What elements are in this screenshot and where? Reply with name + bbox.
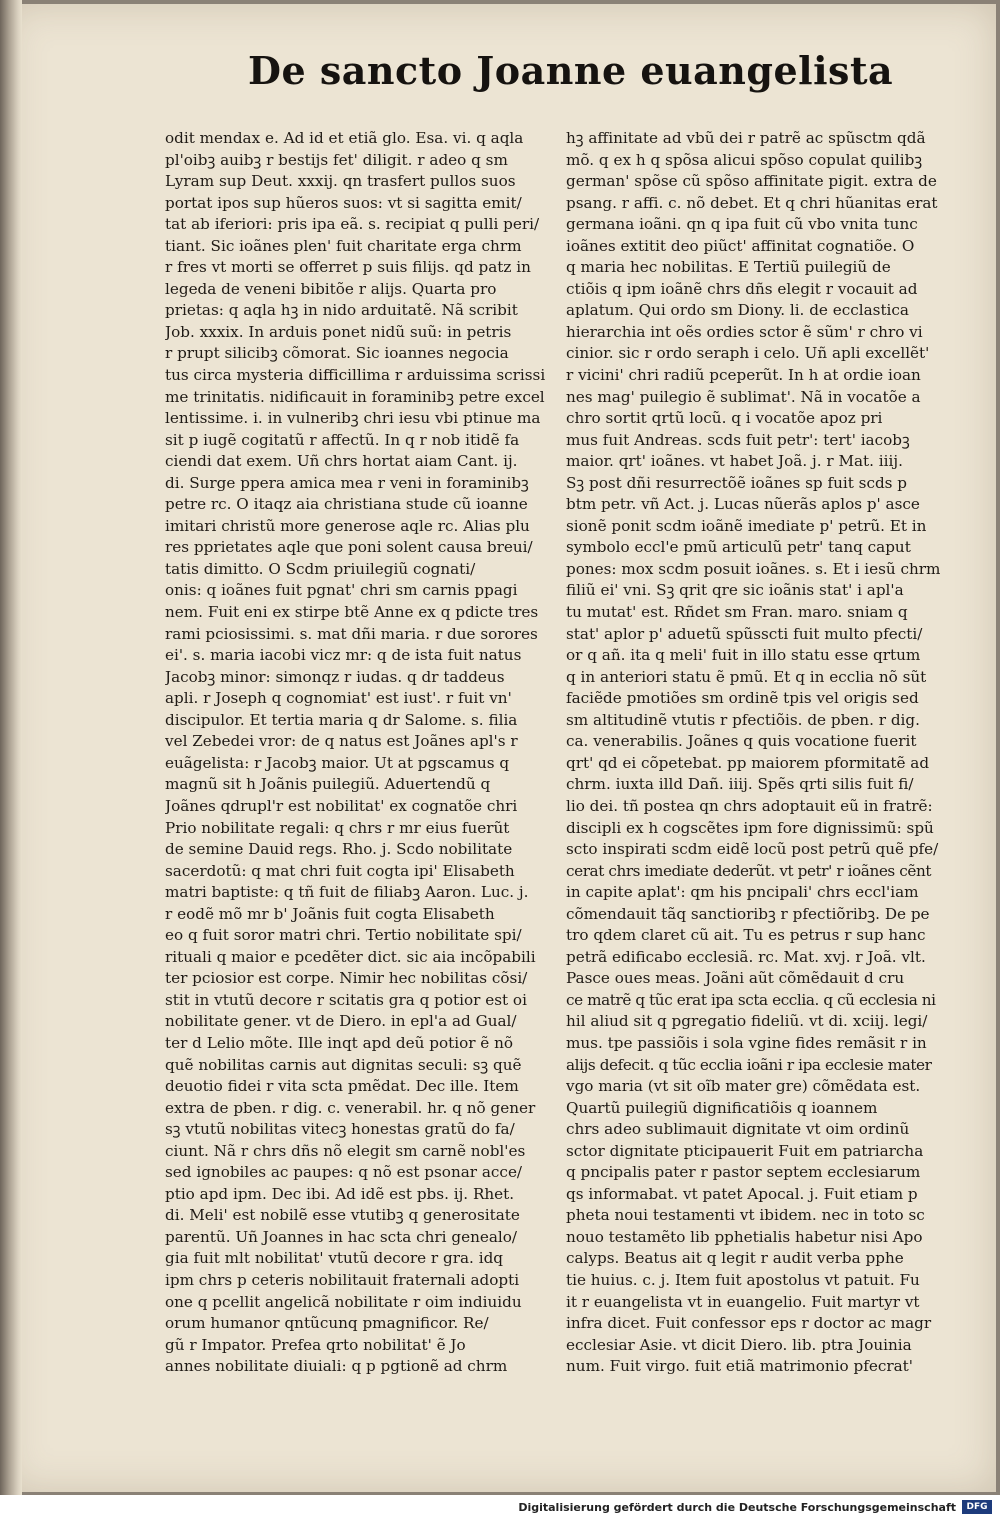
text-line: eo q fuit soror matri chri. Tertio nobilitate spi/ bbox=[165, 926, 522, 945]
text-line: euãgelista: r Jacobꝫ maior. Ut at pgscamus q bbox=[165, 753, 510, 772]
text-line: gũ r Impator. Prefea qrto nobilitat' ẽ Jo bbox=[165, 1335, 466, 1354]
text-line: ciendi dat exem. Uñ chrs hortat aiam Cant. ij. bbox=[165, 452, 518, 471]
text-line: Job. xxxix. In arduis ponet nidũ suũ: in petris bbox=[165, 322, 512, 341]
text-line: it r euangelista vt in euangelio. Fuit martyr vt bbox=[566, 1292, 920, 1311]
text-line: ter pciosior est corpe. Nimir hec nobilitas cõsi/ bbox=[165, 969, 528, 988]
text-line: rami pciosissimi. s. mat dñi maria. r due sorores bbox=[165, 624, 538, 643]
text-line: r eodẽ mõ mr b' Joãnis fuit cogta Elisabeth bbox=[165, 904, 495, 923]
text-line: Prio nobilitate regali: q chrs r mr eius fuerũt bbox=[165, 818, 510, 837]
text-line: tie huius. c. j. Item fuit apostolus vt patuit. Fu bbox=[566, 1270, 920, 1289]
text-line: deuotio fidei r vita scta pmẽdat. Dec ille. Item bbox=[165, 1077, 519, 1096]
text-line: calyps. Beatus ait q legit r audit verba pphe bbox=[566, 1249, 904, 1268]
text-line: petre rc. O itaqz aia christiana stude cũ ioanne bbox=[165, 495, 528, 514]
text-line: parentũ. Uñ Joannes in hac scta chri genealo/ bbox=[165, 1227, 518, 1246]
text-line: cerat chrs imediate dederũt. vt petr' r ioãnes cẽnt bbox=[566, 861, 932, 880]
funding-note: Digitalisierung gefördert durch die Deutsche Forschungsgemeinschaft bbox=[518, 1501, 956, 1514]
text-line: or q añ. ita q meli' fuit in illo statu esse qrtum bbox=[566, 646, 921, 665]
text-line: pl'oibꝫ auibꝫ r bestijs fet' diligit. r adeo q sm bbox=[165, 150, 508, 169]
text-line: btm petr. vñ Act. j. Lucas nũerãs aplos p' asce bbox=[566, 495, 920, 514]
text-line: Quartũ puilegiũ dignificatiõis q ioannem bbox=[566, 1098, 878, 1117]
text-line: de semine Dauid regs. Rho. j. Scdo nobilitate bbox=[165, 840, 513, 859]
text-line: nem. Fuit eni ex stirpe btẽ Anne ex q pdicte tres bbox=[165, 603, 539, 622]
text-line: ioãnes extitit deo piũct' affinitat cognatiõe. O bbox=[566, 236, 915, 255]
text-line: r vicini' chri radiũ pceperũt. In h at ordie ioan bbox=[566, 366, 921, 385]
text-line: q in anteriori statu ẽ pmũ. Et q in ecclia nõ sũt bbox=[566, 667, 927, 686]
text-line: apli. r Joseph q cognomiat' est iust'. r fuit vn' bbox=[165, 689, 512, 708]
text-line: Sꝫ post dñi resurrectõẽ ioãnes sp fuit scds p bbox=[566, 473, 908, 492]
text-line: pheta noui testamenti vt ibidem. nec in toto sc bbox=[566, 1206, 925, 1225]
text-line: faciẽde pmotiões sm ordinẽ tpis vel origis sed bbox=[566, 689, 919, 708]
text-line: num. Fuit virgo. fuit etiã matrimonio pfecrat' bbox=[566, 1357, 913, 1376]
text-line: tiant. Sic ioãnes plen' fuit charitate erga chrm bbox=[165, 236, 522, 255]
text-line: odit mendax e. Ad id et etiã glo. Esa. vi. q aqla bbox=[165, 129, 524, 147]
text-line: psang. r affi. c. nõ debet. Et q chri hũanitas erat bbox=[566, 193, 938, 212]
text-line: me trinitatis. nidificauit in foraminibꝫ petre excel bbox=[165, 387, 545, 406]
text-line: discipulor. Et tertia maria q dr Salome. s. filia bbox=[165, 710, 518, 729]
text-line: prietas: q aqla hꝫ in nido arduitatẽ. Nã scribit bbox=[165, 301, 518, 320]
text-line: hierarchia int oẽs ordies sctor ẽ sũm' r chro vi bbox=[566, 322, 923, 341]
text-line: chrm. iuxta illd Dañ. iiij. Spẽs qrti silis fuit fi/ bbox=[566, 775, 914, 794]
text-line: res pprietates aqle que poni solent causa breui/ bbox=[165, 538, 533, 557]
text-line: ptio apd ipm. Dec ibi. Ad idẽ est pbs. ij. Rhet. bbox=[165, 1184, 515, 1203]
text-line: matri baptiste: q tñ fuit de filiabꝫ Aaron. Luc. j. bbox=[165, 883, 529, 902]
text-line: r fres vt morti se offerret p suis filijs. qd patz in bbox=[165, 258, 531, 277]
text-line: ce matrẽ q tũc erat ipa scta ecclia. q cũ ecclesia ni bbox=[566, 990, 936, 1009]
text-line: vel Zebedei vror: de q natus est Joãnes apl's r bbox=[165, 732, 518, 751]
text-line: sed ignobiles ac paupes: q nõ est psonar acce/ bbox=[165, 1163, 523, 1182]
text-line: annes nobilitate diuiali: q p pgtionẽ ad chrm bbox=[165, 1357, 508, 1376]
text-line: onis: q ioãnes fuit pgnat' chri sm carnis ppagi bbox=[165, 581, 518, 600]
text-line: stit in vtutũ decore r scitatis gra q potior est oi bbox=[165, 990, 527, 1009]
text-line: tat ab iferiori: pris ipa eã. s. recipiat q pulli peri/ bbox=[165, 215, 540, 234]
text-line: stat' aplor p' aduetũ spũsscti fuit multo pfecti/ bbox=[566, 624, 923, 643]
text-line: tatis dimitto. O Scdm priuilegiũ cognati/ bbox=[165, 559, 476, 578]
text-line: extra de pben. r dig. c. venerabil. hr. q nõ gener bbox=[165, 1098, 536, 1117]
previous-page-edge bbox=[0, 0, 22, 1495]
text-line: di. Meli' est nobilẽ esse vtutibꝫ q generositate bbox=[165, 1206, 520, 1225]
text-line: mus. tpe passiõis i sola vgine fides remãsit r in bbox=[566, 1033, 927, 1052]
text-line: germana ioãni. qn q ipa fuit cũ vbo vnita tunc bbox=[566, 215, 918, 234]
text-line: cõmendauit tãq sanctioribꝫ r pfectiõribꝫ. De pe bbox=[566, 904, 930, 923]
dfg-logo: DFG bbox=[962, 1500, 992, 1514]
text-line: filiũ ei' vni. Sꝫ qrit qre sic ioãnis stat' i apl'a bbox=[566, 581, 904, 600]
text-line: tus circa mysteria difficillima r arduissima scrissi bbox=[165, 366, 546, 385]
text-line: sm altitudinẽ vtutis r pfectiõis. de pben. r dig. bbox=[566, 710, 920, 729]
text-line: german' spõse cũ spõso affinitate pigit. extra de bbox=[566, 172, 937, 191]
text-line: ipm chrs p ceteris nobilitauit fraternali adopti bbox=[165, 1270, 520, 1289]
text-line: imitari christũ more generose aqle rc. Alias plu bbox=[165, 516, 530, 535]
text-line: maior. qrt' ioãnes. vt habet Joã. j. r Mat. iiij. bbox=[566, 452, 903, 471]
text-line: scto inspirati scdm eidẽ locũ post petrũ quẽ pfe/ bbox=[566, 840, 939, 859]
text-line: hil aliud sit q pgregatio fideliũ. vt di. xciij. legi/ bbox=[566, 1012, 928, 1031]
text-line: chro sortit qrtũ locũ. q i vocatõe apoz pri bbox=[566, 409, 883, 428]
text-line: tu mutat' est. Rñdet sm Fran. maro. sniam q bbox=[566, 603, 908, 622]
text-line: tro qdem claret cũ ait. Tu es petrus r sup hanc bbox=[566, 926, 926, 945]
text-line: chrs adeo sublimauit dignitate vt oim ordinũ bbox=[566, 1120, 910, 1139]
text-line: portat ipos sup hũeros suos: vt si sagitta emit/ bbox=[165, 193, 522, 212]
text-line: ter d Lelio mõte. Ille inqt apd deũ potior ẽ nõ bbox=[165, 1033, 514, 1052]
text-line: petrã edificabo ecclesiã. rc. Mat. xvj. r Joã. vlt. bbox=[566, 947, 926, 966]
right-text-column bbox=[566, 128, 948, 1378]
text-line: gia fuit mlt nobilitat' vtutũ decore r gra. idq bbox=[165, 1249, 504, 1268]
text-line: sctor dignitate pticipauerit Fuit em patriarcha bbox=[566, 1141, 924, 1160]
text-line: nouo testamẽto lib pphetialis habetur nisi Apo bbox=[566, 1227, 923, 1246]
text-line: ctiõis q ipm ioãnẽ chrs dñs elegit r vocauit ad bbox=[566, 279, 918, 298]
text-line: ei'. s. maria iacobi vicz mr: q de ista fuit natus bbox=[165, 646, 522, 665]
text-line: alijs defecit. q tũc ecclia ioãni r ipa ecclesie mater bbox=[566, 1055, 932, 1074]
text-line: hꝫ affinitate ad vbũ dei r patrẽ ac spũsctm qdã bbox=[566, 129, 926, 147]
text-line: vgo maria (vt sit oĩb mater gre) cõmẽdata est. bbox=[566, 1077, 921, 1096]
text-line: magnũ sit h Joãnis puilegiũ. Aduertendũ q bbox=[165, 775, 491, 794]
text-line: di. Surge ppera amica mea r veni in foraminibꝫ bbox=[165, 473, 529, 492]
text-line: aplatum. Qui ordo sm Diony. li. de ecclastica bbox=[566, 301, 909, 320]
text-line: Joãnes qdrupl'r est nobilitat' ex cognatõe chri bbox=[165, 796, 518, 815]
text-line: nes mag' puilegio ẽ sublimat'. Nã in vocatõe a bbox=[566, 387, 921, 406]
text-line: Pasce oues meas. Joãni aũt cõmẽdauit d cru bbox=[566, 969, 905, 988]
text-line: orum humanor qntũcunq pmagnificor. Re/ bbox=[165, 1314, 489, 1333]
text-line: mus fuit Andreas. scds fuit petr': tert' iacobꝫ bbox=[566, 430, 910, 449]
text-line: in capite aplat': qm his pncipali' chrs eccl'iam bbox=[566, 883, 919, 902]
text-line: ciunt. Nã r chrs dñs nõ elegit sm carnẽ nobl'es bbox=[165, 1141, 526, 1160]
text-line: mõ. q ex h q spõsa alicui spõso copulat quilibꝫ bbox=[566, 150, 923, 169]
text-line: q maria hec nobilitas. E Tertiũ puilegiũ de bbox=[566, 258, 891, 277]
text-line: nobilitate gener. vt de Diero. in epl'a ad Gual/ bbox=[165, 1012, 517, 1031]
text-line: sit p iugẽ cogitatũ r affectũ. In q r nob itidẽ fa bbox=[165, 430, 520, 449]
text-line: q pncipalis pater r pastor septem ecclesiarum bbox=[566, 1163, 921, 1182]
text-line: Jacobꝫ minor: simonqz r iudas. q dr taddeus bbox=[165, 667, 505, 686]
text-line: ecclesiar Asie. vt dicit Diero. lib. ptra Jouinia bbox=[566, 1335, 912, 1354]
text-line: qrt' qd ei cõpetebat. pp maiorem pformitatẽ ad bbox=[566, 753, 930, 772]
text-line: lio dei. tñ postea qn chrs adoptauit eũ in fratrẽ: bbox=[566, 796, 933, 815]
text-line: pones: mox scdm posuit ioãnes. s. Et i iesũ chrm bbox=[566, 559, 941, 578]
text-line: infra dicet. Fuit confessor eps r doctor ac magr bbox=[566, 1314, 932, 1333]
text-line: discipli ex h cogscẽtes ipm fore dignissimũ: spũ bbox=[566, 818, 934, 837]
text-line: r prupt silicibꝫ cõmorat. Sic ioannes negocia bbox=[165, 344, 509, 363]
text-line: rituali q maior e pcedẽter dict. sic aia incõpabili bbox=[165, 947, 536, 966]
text-line: sacerdotũ: q mat chri fuit cogta ipi' Elisabeth bbox=[165, 861, 515, 880]
text-line: quẽ nobilitas carnis aut dignitas seculi: sꝫ quẽ bbox=[165, 1055, 522, 1074]
running-head: De sancto Joanne euangelista bbox=[248, 48, 894, 93]
text-line: legeda de veneni bibitõe r alijs. Quarta pro bbox=[165, 279, 497, 298]
text-line: sꝫ vtutũ nobilitas vitecꝫ honestas gratũ do fa/ bbox=[165, 1120, 515, 1139]
text-line: ca. venerabilis. Joãnes q quis vocatione fuerit bbox=[566, 732, 917, 751]
text-line: symbolo eccl'e pmũ articulũ petr' tanq caput bbox=[566, 538, 911, 557]
text-line: cinior. sic r ordo seraph i celo. Uñ apli excellẽt' bbox=[566, 344, 930, 363]
text-line: Lyram sup Deut. xxxij. qn trasfert pullos suos bbox=[165, 172, 516, 191]
text-line: sionẽ ponit scdm ioãnẽ imediate p' petrũ. Et in bbox=[566, 516, 927, 535]
text-line: qs informabat. vt patet Apocal. j. Fuit etiam p bbox=[566, 1184, 918, 1203]
left-text-column bbox=[165, 128, 550, 1378]
text-line: lentissime. i. in vulneribꝫ chri iesu vbi ptinue ma bbox=[165, 409, 541, 428]
text-line: one q pcellit angelicã nobilitate r oim indiuidu bbox=[165, 1292, 522, 1311]
